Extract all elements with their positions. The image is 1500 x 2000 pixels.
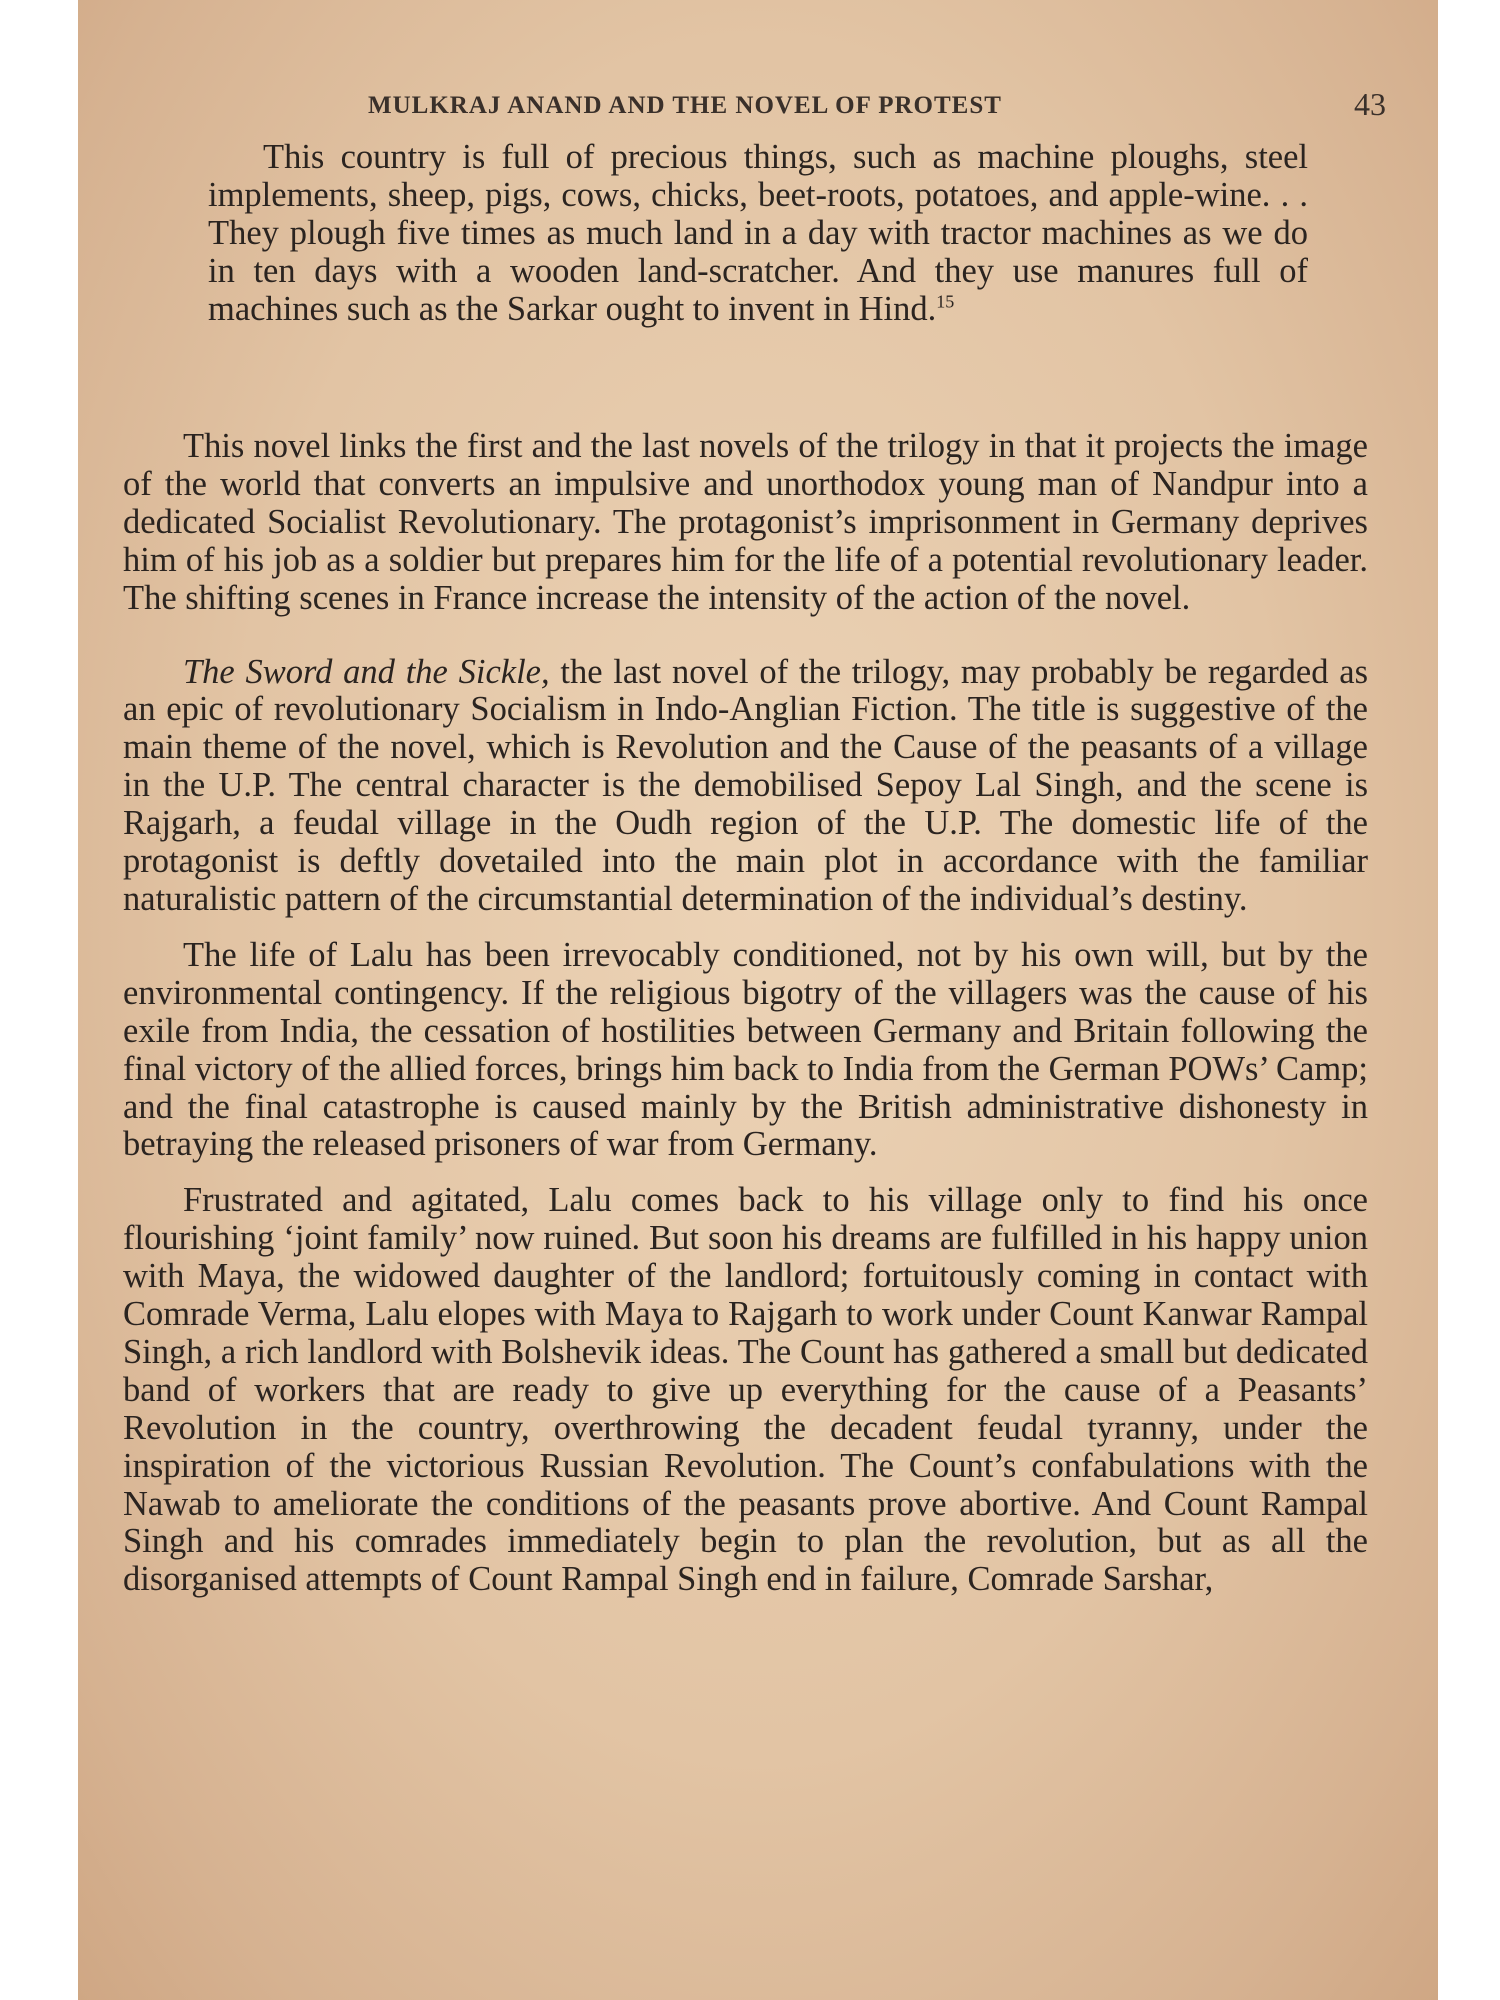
book-page	[78, 0, 1438, 2000]
running-title: MULKRAJ ANAND AND THE NOVEL OF PROTEST	[368, 92, 1002, 119]
block-quote-text: This country is full of precious things, such as machine ploughs, steel implements, sheep, pigs, cows, chicks, beet-roots, potatoes, and apple-wine. . . They plough five times as much land in a day with tractor machines as we do in ten days with a wooden land-scratcher. And they use manures full of machines such as the Sarkar ought to invent in Hind.	[208, 138, 1308, 328]
paragraph-1: This novel links the first and the last novels of the trilogy in that it projects the image of the world that converts an impulsive and unorthodox young man of Nandpur into a dedicated Socialist Revolutionary. The protagonist’s imprisonment in Germany deprives him of his job as a soldier but prepares him for the life of a potential revolutionary leader. The shifting scenes in France increase the intensity of the action of the novel.	[123, 427, 1368, 617]
body-text	[123, 428, 1368, 1599]
running-head	[78, 86, 1438, 128]
paragraph-4: Frustrated and agitated, Lalu comes back to his village only to find his once flourishing ‘joint family’ now ruined. But soon his dreams are fulfilled in his happy union with Maya, the widowed daughter of the landlord; fortuitously coming in contact with Comrade Verma, Lalu elopes with Maya to Rajgarh to work under Count Kanwar Rampal Singh, a rich landlord with Bolshevik ideas. The Count has gathered a small but dedicated band of workers that are ready to give up everything for the cause of a Peasants’ Revolution in the country, overthrowing the decadent feudal tyranny, under the inspiration of the victorious Russian Revolution. The Count’s confabulations with the Nawab to ameliorate the conditions of the peasants prove abortive. And Count Rampal Singh and his comrades immediately begin to plan the revolution, but as all the disorganised attempts of Count Rampal Singh end in failure, Comrade Sarshar,	[123, 1181, 1368, 1599]
paragraph-2	[123, 654, 1368, 919]
paragraph-2-text: the last novel of the trilogy, may probably be regarded as an epic of revolutionary Socialism in Indo-Anglian Fiction. The title is suggestive of the main theme of the novel, which is Revolution and the Cause of the peasants of a village in the U.P. The central character is the demobilised Sepoy Lal Singh, and the scene is Rajgarh, a feudal village in the Oudh region of the U.P. The domestic life of the protagonist is deftly dovetailed into the main plot in accordance with the familiar naturalistic pattern of the circumstantial determination of the individual’s destiny.	[123, 652, 1368, 918]
block-quote	[208, 138, 1308, 328]
footnote-reference: 15	[936, 291, 955, 312]
page-number: 43	[1354, 86, 1386, 122]
paragraph-3: The life of Lalu has been irrevocably conditioned, not by his own will, but by the environmental contingency. If the religious bigotry of the villagers was the cause of his exile from India, the cessation of hostilities between Germany and Britain following the final victory of the allied forces, brings him back to India from the German POWs’ Camp; and the final catastrophe is caused mainly by the British administrative dishonesty in betraying the released prisoners of war from Germany.	[123, 935, 1368, 1164]
book-title: The Sword and the Sickle,	[183, 652, 550, 691]
